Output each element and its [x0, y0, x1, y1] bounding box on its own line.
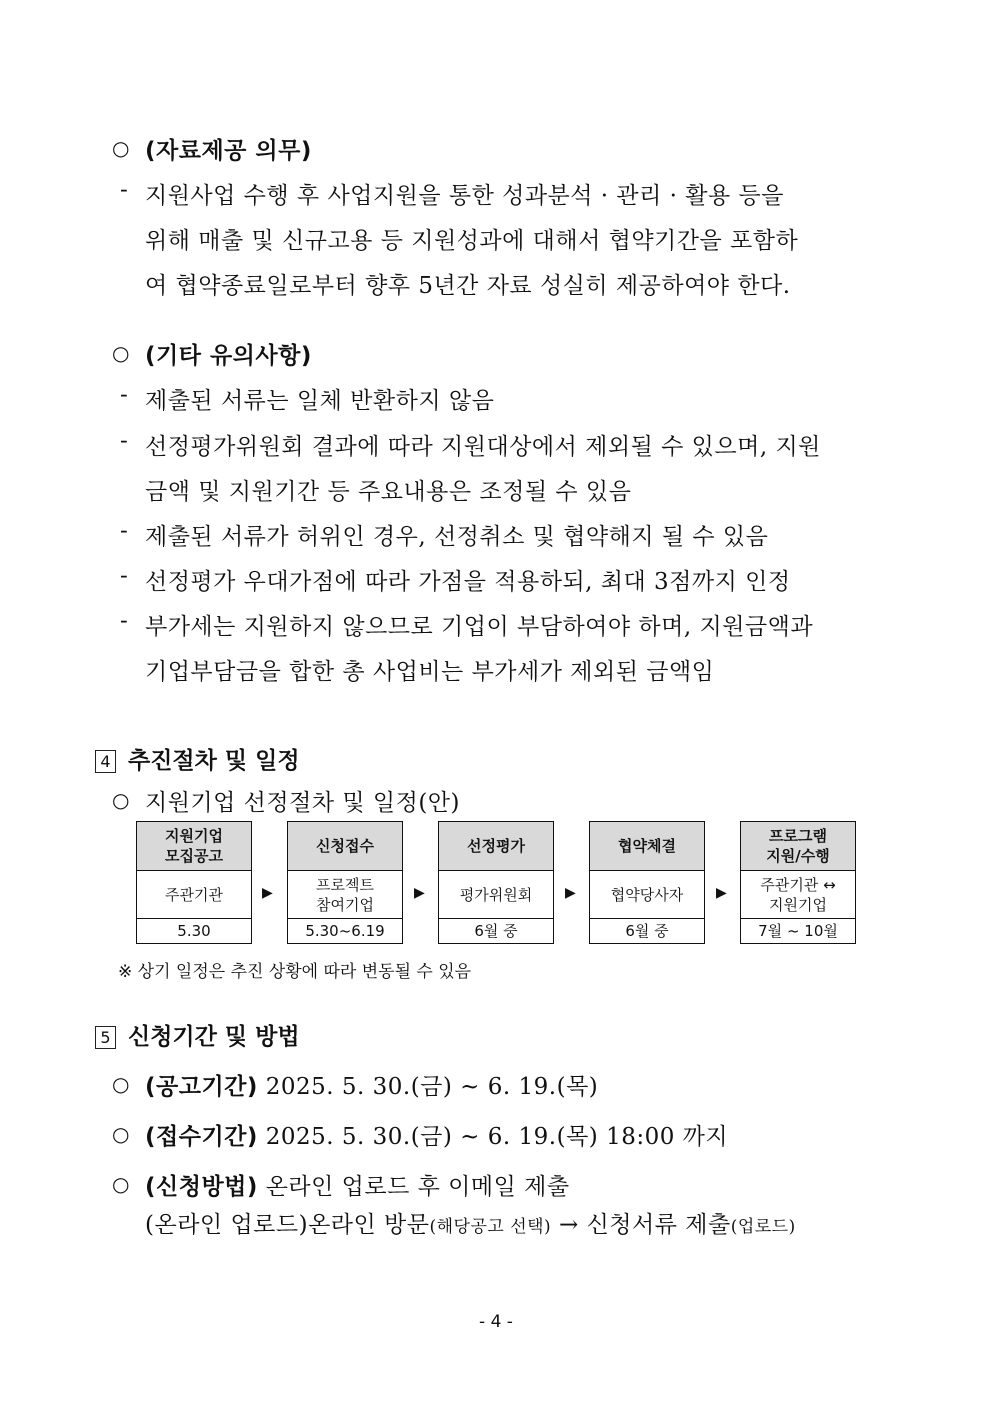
flow-step [287, 821, 403, 944]
list-item: 제출된 서류가 허위인 경우, 선정취소 및 협약해지 될 수 있음 [145, 524, 769, 550]
flow-step-actor: 평가위원회 [439, 871, 553, 919]
section-heading-text: 추진절차 및 일정 [128, 748, 300, 774]
method-value: 온라인 업로드 후 이메일 제출 [265, 1174, 570, 1200]
flow-step-date: 5.30 [177, 921, 211, 940]
arrow-right-icon: ▶ [262, 885, 273, 901]
method-label: (신청방법) [145, 1174, 258, 1200]
method-detail-text: (온라인 업로드)온라인 방문 [145, 1212, 430, 1238]
section-number: 5 [95, 1026, 116, 1049]
paragraph-line: 지원사업 수행 후 사업지원을 통한 성과분석 · 관리 · 활용 등을 [145, 183, 784, 209]
method-row [145, 1168, 570, 1201]
flow-step-actor: 주관기관 [137, 871, 251, 919]
bullet: ○ [112, 136, 130, 160]
section-heading-4 [95, 742, 300, 775]
bullet: ○ [112, 1172, 130, 1196]
bullet: ○ [112, 788, 130, 812]
paragraph-line: 여 협약종료일로부터 향후 5년간 자료 성실히 제공하여야 한다. [145, 273, 791, 299]
method-detail [145, 1206, 796, 1239]
period-row [145, 1068, 598, 1101]
dash: - [120, 608, 129, 634]
section-number: 4 [95, 750, 116, 773]
list-item: 선정평가위원회 결과에 따라 지원대상에서 제외될 수 있으며, 지원 [145, 434, 821, 460]
list-item: 제출된 서류는 일체 반환하지 않음 [145, 388, 495, 414]
dash: - [120, 518, 129, 544]
period-label: (공고기간) [145, 1074, 258, 1100]
bullet: ○ [112, 341, 130, 365]
bullet: ○ [112, 1122, 130, 1146]
list-item-continued: 기업부담금을 합한 총 사업비는 부가세가 제외된 금액임 [145, 659, 715, 685]
flow-step-title: 선정평가 [439, 822, 553, 871]
section-heading-5 [95, 1018, 300, 1051]
arrow-right-icon: ▶ [716, 885, 727, 901]
flow-step-actor: 협약당사자 [590, 871, 704, 919]
section-title-data-provision: (자료제공 의무) [145, 138, 312, 164]
flow-step [589, 821, 705, 944]
flow-step-date: 5.30~6.19 [305, 921, 385, 940]
paragraph-line: 위해 매출 및 신규고용 등 지원성과에 대해서 협약기간을 포함하 [145, 228, 799, 254]
flow-step-title: 프로그램 지원/수행 [741, 822, 855, 871]
list-item-continued: 금액 및 지원기간 등 주요내용은 조정될 수 있음 [145, 479, 632, 505]
flow-step-date: 6월 중 [474, 922, 518, 940]
method-detail-note: (업로드) [730, 1217, 796, 1237]
flow-subtitle: 지원기업 선정절차 및 일정(안) [145, 790, 460, 816]
arrow-right-icon: ▶ [565, 885, 576, 901]
method-detail-note: (해당공고 선택) [429, 1217, 552, 1237]
dash: - [120, 563, 129, 589]
section-heading-text: 신청기간 및 방법 [128, 1024, 300, 1050]
section-title-other: (기타 유의사항) [145, 343, 312, 369]
flow-step [438, 821, 554, 944]
flow-step-actor: 프로젝트 참여기업 [288, 871, 402, 919]
flow-step-title: 신청접수 [288, 822, 402, 871]
dash: - [120, 428, 129, 454]
period-row [145, 1118, 728, 1151]
dash: - [120, 177, 129, 203]
arrow-right-icon: ▶ [414, 885, 425, 901]
flow-step-actor: 주관기관 ↔ 지원기업 [741, 871, 855, 919]
period-label: (접수기간) [145, 1124, 258, 1150]
flow-step-title: 협약체결 [590, 822, 704, 871]
flow-step [136, 821, 252, 944]
period-value: 2025. 5. 30.(금) ~ 6. 19.(목) 18:00 까지 [265, 1124, 729, 1150]
page-number: - 4 - [479, 1312, 513, 1332]
list-item: 선정평가 우대가점에 따라 가점을 적용하되, 최대 3점까지 인정 [145, 569, 791, 595]
schedule-note: ※ 상기 일정은 추진 상황에 따라 변동될 수 있음 [118, 962, 472, 982]
period-value: 2025. 5. 30.(금) ~ 6. 19.(목) [265, 1074, 599, 1100]
method-detail-text: → 신청서류 제출 [551, 1212, 731, 1238]
dash: - [120, 382, 129, 408]
flow-step-date: 6월 중 [625, 922, 669, 940]
flow-step-date: 7월 ~ 10월 [758, 922, 838, 940]
flow-step [740, 821, 856, 944]
list-item: 부가세는 지원하지 않으므로 기업이 부담하여야 하며, 지원금액과 [145, 614, 814, 640]
bullet: ○ [112, 1072, 130, 1096]
flow-step-title: 지원기업 모집공고 [137, 822, 251, 871]
